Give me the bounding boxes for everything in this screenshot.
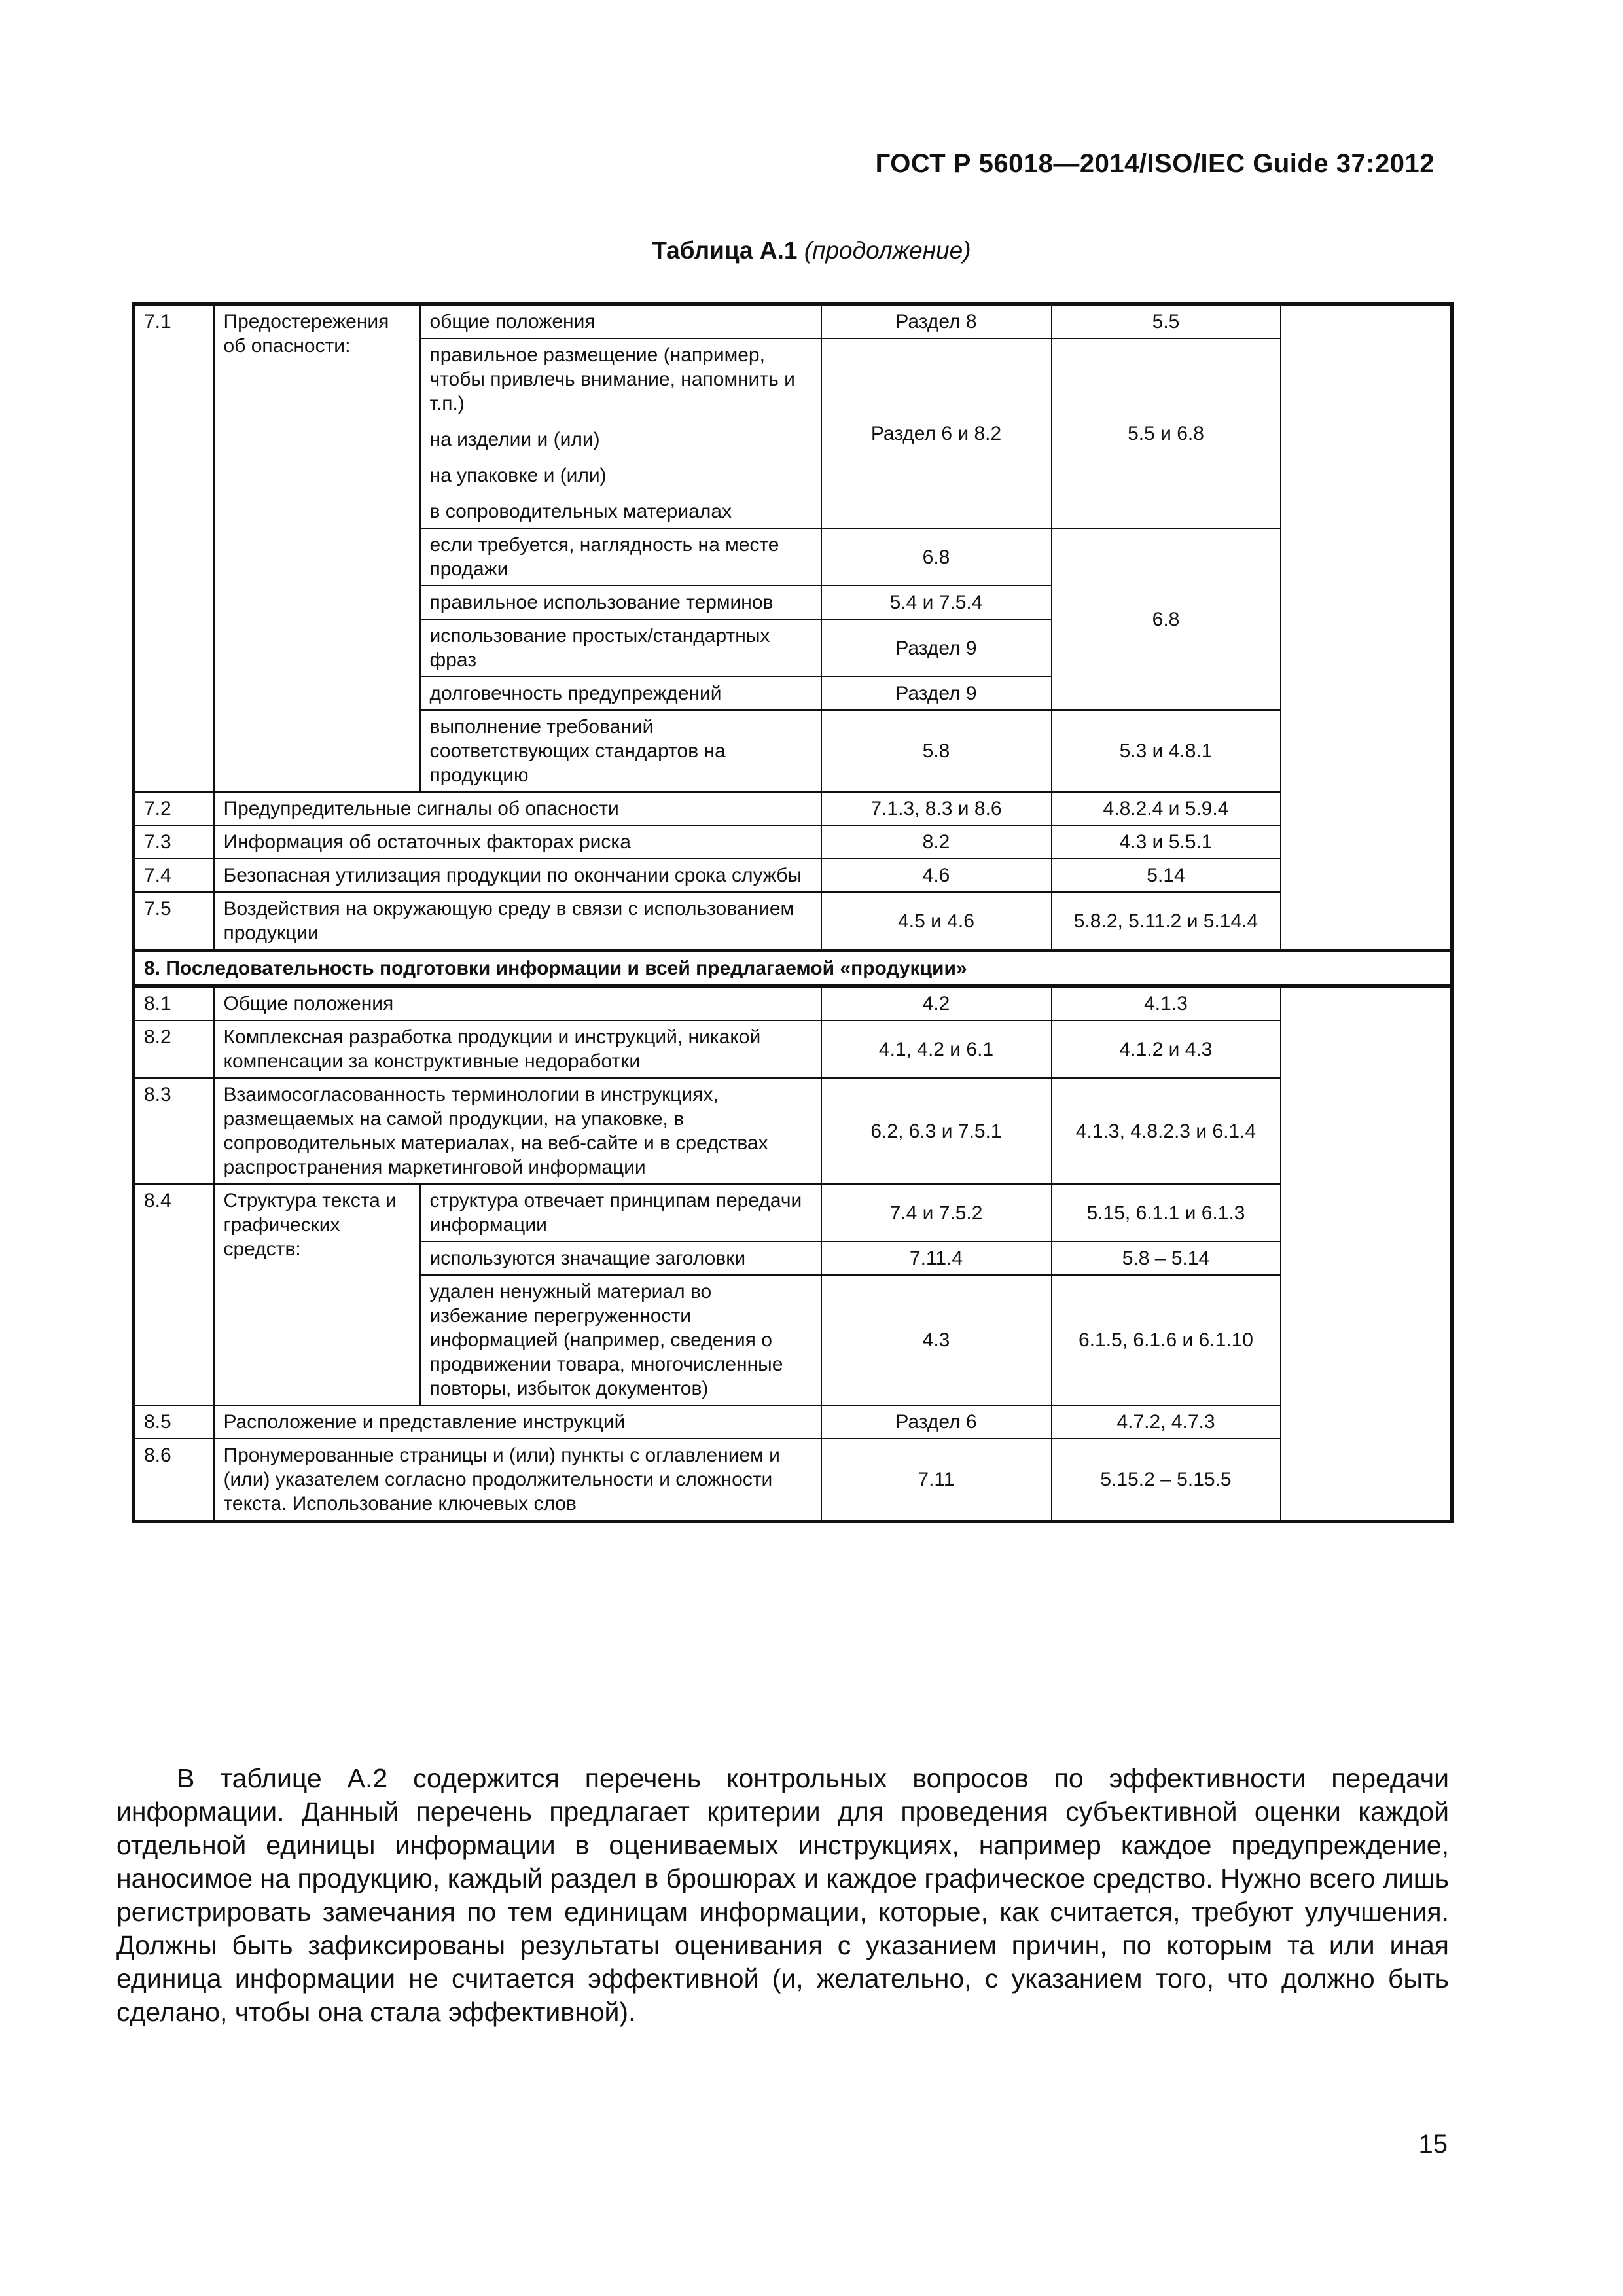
ref-clause-a: Раздел 8 [821,304,1052,339]
table-row [134,892,1452,951]
ref-clause-b: 4.3 и 5.5.1 [1052,825,1281,859]
row-number: 7.5 [134,892,214,951]
row-subitem: долговечность предупреждений [420,677,821,710]
subitem-line: на изделии и (или) [429,429,600,450]
ref-clause-b: 5.5 и 6.8 [1052,338,1281,528]
ref-clause-a: Раздел 6 [821,1405,1052,1439]
row-number: 7.1 [134,304,214,793]
row-subitem [420,338,821,528]
ref-clause-b: 6.8 [1052,528,1281,710]
section-row [134,951,1452,986]
ref-clause-a: 4.5 и 4.6 [821,892,1052,951]
ref-clause-a: 7.11 [821,1439,1052,1522]
empty-column [1281,986,1452,1522]
table-row [134,1439,1452,1522]
row-description: Взаимосогласованность терминологии в инструкциях, размещаемых на самой продукции, на упаковке, в сопроводительных материалах, на веб-сайте и в средствах распространения маркетинговой информации [214,1078,821,1184]
row-description: Общие положения [214,986,821,1021]
ref-clause-b: 6.1.5, 6.1.6 и 6.1.10 [1052,1275,1281,1405]
subitem-line: на упаковке и (или) [429,465,607,486]
ref-clause-a: 4.2 [821,986,1052,1021]
row-subitem: правильное использование терминов [420,586,821,619]
ref-clause-a: 4.6 [821,859,1052,892]
row-number: 8.6 [134,1439,214,1522]
ref-clause-a: 5.8 [821,710,1052,792]
ref-clause-b: 5.15.2 – 5.15.5 [1052,1439,1281,1522]
ref-clause-a: 6.8 [821,528,1052,586]
row-number: 8.4 [134,1184,214,1405]
row-subitem: если требуется, наглядность на месте продажи [420,528,821,586]
row-subitem: структура отвечает принципам передачи информации [420,1184,821,1242]
ref-clause-a: Раздел 6 и 8.2 [821,338,1052,528]
ref-clause-a: 8.2 [821,825,1052,859]
ref-clause-b: 4.8.2.4 и 5.9.4 [1052,792,1281,825]
page-number: 15 [1418,2130,1448,2159]
row-subitem: общие положения [420,304,821,339]
body-paragraph: В таблице А.2 содержится перечень контрольных вопросов по эффективности передачи информации. Данный перечень предлагает критерии для проведения субъективной оценки каждой отдельной единицы информации в оцениваемых инструкциях, например каждое предупреждение, наносимое на продукцию, каждый раздел в брошюрах и каждое графическое средство. Нужно всего лишь регистрировать замечания по тем единицам информации, которые, как считается, требуют улучшения. Должны быть зафиксированы результаты оценивания с указанием причин, по которым та или иная единица информации не считается эффективной (и, желательно, с указанием того, что должно быть сделано, чтобы она стала эффективной). [116,1763,1449,2027]
empty-column [1281,304,1452,951]
row-number: 7.3 [134,825,214,859]
requirements-table [132,302,1454,1523]
row-number: 8.1 [134,986,214,1021]
ref-clause-b: 5.8 – 5.14 [1052,1242,1281,1275]
ref-clause-a: 4.1, 4.2 и 6.1 [821,1020,1052,1078]
row-description: Комплексная разработка продукции и инструкций, никакой компенсации за конструктивные недоработки [214,1020,821,1078]
ref-clause-b: 4.1.2 и 4.3 [1052,1020,1281,1078]
table-row [134,859,1452,892]
row-subitem: используются значащие заголовки [420,1242,821,1275]
table-row [134,1184,1452,1242]
table-row [134,1020,1452,1078]
ref-clause-b: 5.8.2, 5.11.2 и 5.14.4 [1052,892,1281,951]
row-number: 8.3 [134,1078,214,1184]
ref-clause-b: 4.1.3, 4.8.2.3 и 6.1.4 [1052,1078,1281,1184]
document-code-header: ГОСТ Р 56018—2014/ISO/IEC Guide 37:2012 [875,149,1435,178]
ref-clause-b: 4.1.3 [1052,986,1281,1021]
ref-clause-a: 6.2, 6.3 и 7.5.1 [821,1078,1052,1184]
row-description: Информация об остаточных факторах риска [214,825,821,859]
table-row [134,304,1452,339]
ref-clause-a: 7.11.4 [821,1242,1052,1275]
table-row [134,792,1452,825]
row-description: Воздействия на окружающую среду в связи с использованием продукции [214,892,821,951]
ref-clause-a: 7.4 и 7.5.2 [821,1184,1052,1242]
row-description: Безопасная утилизация продукции по окончании срока службы [214,859,821,892]
ref-clause-b: 5.15, 6.1.1 и 6.1.3 [1052,1184,1281,1242]
ref-clause-b: 5.3 и 4.8.1 [1052,710,1281,792]
table-row [134,1405,1452,1439]
table-row [134,1078,1452,1184]
row-number: 8.2 [134,1020,214,1078]
row-topic: Предостережения об опасности: [214,304,420,793]
row-description: Пронумерованные страницы и (или) пункты с оглавлением и (или) указателем согласно продолжительности и сложности текста. Использование ключевых слов [214,1439,821,1522]
ref-clause-b: 5.14 [1052,859,1281,892]
ref-clause-a: 4.3 [821,1275,1052,1405]
ref-clause-b: 4.7.2, 4.7.3 [1052,1405,1281,1439]
row-description: Предупредительные сигналы об опасности [214,792,821,825]
ref-clause-b: 5.5 [1052,304,1281,339]
row-subitem: выполнение требований соответствующих стандартов на продукцию [420,710,821,792]
row-number: 7.2 [134,792,214,825]
subitem-line: в сопроводительных материалах [429,501,732,522]
table-row [134,986,1452,1021]
table-caption [0,237,1623,264]
table-row [134,825,1452,859]
table-caption-continuation: (продолжение) [804,237,971,264]
ref-clause-a: 5.4 и 7.5.4 [821,586,1052,619]
ref-clause-a: 7.1.3, 8.3 и 8.6 [821,792,1052,825]
row-number: 7.4 [134,859,214,892]
ref-clause-a: Раздел 9 [821,619,1052,677]
row-topic: Структура текста и графических средств: [214,1184,420,1405]
table-caption-title: Таблица А.1 [652,237,798,264]
subitem-line: правильное размещение (например, чтобы привлечь внимание, напомнить и т.п.) [429,344,795,414]
row-subitem: удален ненужный материал во избежание перегруженности информацией (например, сведения о продвижении товара, многочисленные повторы, избыток документов) [420,1275,821,1405]
row-subitem: использование простых/стандартных фраз [420,619,821,677]
ref-clause-a: Раздел 9 [821,677,1052,710]
row-description: Расположение и представление инструкций [214,1405,821,1439]
row-number: 8.5 [134,1405,214,1439]
section-heading: 8. Последовательность подготовки информации и всей предлагаемой «продукции» [134,951,1452,986]
